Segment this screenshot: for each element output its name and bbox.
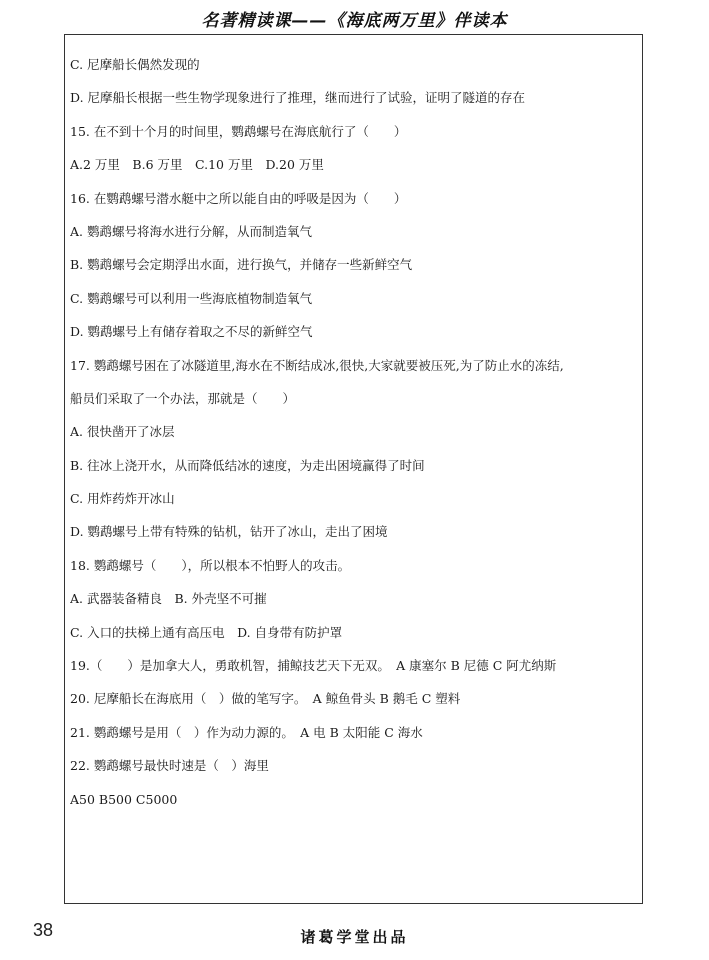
text-line: 船员们采取了一个办法，那就是（ ）	[70, 390, 296, 406]
text-line: A. 很快凿开了冰层	[70, 424, 175, 440]
text-line: C. 鹦鹉螺号可以利用一些海底植物制造氧气	[70, 290, 313, 306]
text-line: D. 鹦鹉螺号上带有特殊的钻机，钻开了冰山，走出了困境	[70, 524, 388, 540]
text-line: A.2 万里 B.6 万里 C.10 万里 D.20 万里	[70, 157, 324, 173]
text-line: 17. 鹦鹉螺号困在了冰隧道里,海水在不断结成冰,很快,大家就要被压死,为了防止水的冻结,	[70, 357, 564, 373]
text-line: 20. 尼摩船长在海底用（ ）做的笔写字。 A 鲸鱼骨头 B 鹅毛 C 塑料	[70, 691, 461, 707]
text-line: D. 尼摩船长根据一些生物学现象进行了推理，继而进行了试验，证明了隧道的存在	[70, 90, 526, 106]
text-line: 21. 鹦鹉螺号是用（ ）作为动力源的。 A 电 B 太阳能 C 海水	[70, 724, 423, 740]
text-line: 19.（ ）是加拿大人，勇敢机智，捕鲸技艺天下无双。 A 康塞尔 B 尼德 C 阿尤纳斯	[70, 658, 557, 674]
text-line: B. 鹦鹉螺号会定期浮出水面，进行换气，并储存一些新鲜空气	[70, 257, 413, 273]
text-line: 22. 鹦鹉螺号最快时速是（ ）海里	[70, 758, 269, 774]
text-line: C. 用炸药炸开冰山	[70, 491, 175, 507]
publisher-footer: 诸葛学堂出品	[300, 928, 409, 946]
text-line: 16. 在鹦鹉螺号潜水艇中之所以能自由的呼吸是因为（ ）	[70, 190, 407, 206]
text-line: 18. 鹦鹉螺号（ ），所以根本不怕野人的攻击。	[70, 557, 351, 573]
question-list	[70, 48, 640, 816]
text-line: 15. 在不到十个月的时间里，鹦鹉螺号在海底航行了（ ）	[70, 123, 407, 139]
page-header-title: 名著精读课——《海底两万里》伴读本	[201, 11, 508, 31]
page-number: 38	[33, 920, 54, 940]
text-line: D. 鹦鹉螺号上有储存着取之不尽的新鲜空气	[70, 324, 313, 340]
text-line: A. 鹦鹉螺号将海水进行分解，从而制造氧气	[70, 223, 312, 239]
text-line: A50 B500 C5000	[70, 791, 178, 807]
text-line: C. 尼摩船长偶然发现的	[70, 57, 200, 72]
text-line: A. 武器装备精良 B. 外壳坚不可摧	[70, 591, 267, 607]
text-line: B. 往冰上浇开水，从而降低结冰的速度，为走出困境赢得了时间	[70, 457, 425, 473]
text-line: C. 入口的扶梯上通有高压电 D. 自身带有防护罩	[70, 624, 343, 640]
